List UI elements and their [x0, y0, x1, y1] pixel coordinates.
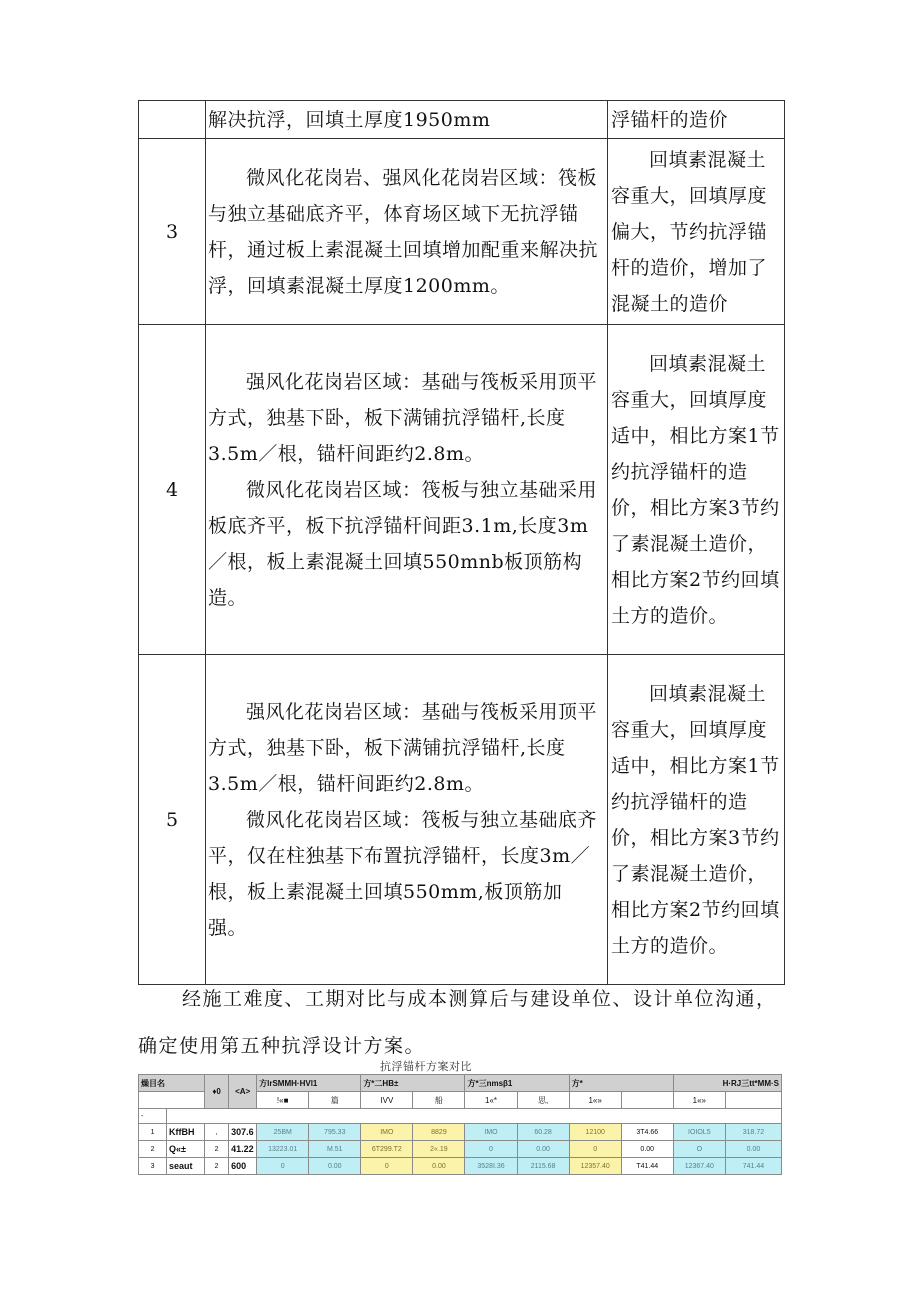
- sheet-row-qty: 307.6: [229, 1124, 257, 1141]
- sheet-cell: 25BM: [257, 1124, 309, 1141]
- sheet-cell: T41.44: [621, 1158, 673, 1175]
- scheme-description-paragraph: 微风化花岗岩区域：筏板与独立基础底齐平，仅在柱独基下布置抗浮锚杆，长度3m／根，板上素混凝土回填550mm,板顶筋加强。: [208, 808, 598, 939]
- sheet-cell: 0.00: [517, 1141, 569, 1158]
- sheet-header-plan-2: 方*二HB±: [361, 1075, 465, 1092]
- scheme-row: [139, 655, 785, 985]
- sheet-subheader-cell: 1«»: [569, 1092, 621, 1109]
- sheet-cell: 2«.19: [413, 1141, 465, 1158]
- sheet-subheader-cell: 船: [413, 1092, 465, 1109]
- sheet-header-unit: ♦0: [205, 1075, 229, 1109]
- scheme-number: 3: [139, 139, 206, 325]
- sheet-row-qty: 600: [229, 1158, 257, 1175]
- scheme-comparison-table: [138, 100, 785, 985]
- sheet-header-row: [139, 1075, 782, 1092]
- scheme-evaluation: [608, 101, 785, 139]
- sheet-row-number: 2: [139, 1141, 167, 1158]
- scheme-row: [139, 325, 785, 655]
- sheet-cell: 795.33: [309, 1124, 361, 1141]
- conclusion-line-2: 确定使用第五种抗浮设计方案。: [138, 1035, 426, 1057]
- sheet-cell: 318.72: [725, 1124, 781, 1141]
- scheme-description: [206, 325, 608, 655]
- sheet-cell: 6T299.T2: [361, 1141, 413, 1158]
- scheme-evaluation: [608, 655, 785, 985]
- sheet-cell: 12367.40: [673, 1158, 725, 1175]
- scheme-row: [139, 101, 785, 139]
- sheet-cell: O: [673, 1141, 725, 1158]
- sheet-cell: 12100: [569, 1124, 621, 1141]
- sheet-cell: 0: [257, 1158, 309, 1175]
- scheme-description: [206, 101, 608, 139]
- sheet-cell: IOIOL5: [673, 1124, 725, 1141]
- scheme-number: [139, 101, 206, 139]
- sheet-row: [139, 1141, 782, 1158]
- sheet-row-unit: 2: [205, 1158, 229, 1175]
- scheme-evaluation: [608, 139, 785, 325]
- sheet-row-qty: 41.22: [229, 1141, 257, 1158]
- sheet-row: [139, 1124, 782, 1141]
- sheet-subheader-cell: 思,: [517, 1092, 569, 1109]
- sheet-cell: 0: [569, 1141, 621, 1158]
- sheet-row: [139, 1158, 782, 1175]
- sheet-subheader-empty: [621, 1092, 673, 1109]
- conclusion-line-1: 经施工难度、工期对比与成本测算后与建设单位、设计单位沟通，: [182, 988, 777, 1010]
- sheet-cell: 3T4.66: [621, 1124, 673, 1141]
- sheet-blank-row: [139, 1109, 782, 1124]
- sheet-header-plan-3: 方*三nmsβ1: [465, 1075, 569, 1092]
- sheet-row-number: 3: [139, 1158, 167, 1175]
- scheme-evaluation: [608, 325, 785, 655]
- sheet-subheader-cell: 1«*: [465, 1092, 517, 1109]
- sheet-row-name: KffBH: [167, 1124, 205, 1141]
- sheet-blank-cell: [167, 1109, 782, 1124]
- scheme-description-paragraph: 强风化花岗岩区域：基础与筏板采用顶平方式，独基下卧，板下满铺抗浮锚杆,长度3.5m／根，锚杆间距约2.8m。: [208, 700, 598, 795]
- sheet-subheader-cell: !«■: [257, 1092, 309, 1109]
- sheet-cell: IMO: [361, 1124, 413, 1141]
- sheet-cell: 0: [465, 1141, 517, 1158]
- sheet-cell: 741.44: [725, 1158, 781, 1175]
- sheet-subheader-cell: 1«»: [673, 1092, 725, 1109]
- sheet-subheader-empty: [725, 1092, 781, 1109]
- scheme-evaluation-paragraph: 回填素混凝土容重大，回填厚度适中，相比方案1节约抗浮锚杆的造价，相比方案3节约了素混凝土造价，相比方案2节约回填土方的造价。: [611, 352, 780, 627]
- sheet-cell: IMO: [465, 1124, 517, 1141]
- sheet-cell: 8829: [413, 1124, 465, 1141]
- sheet-cell: 60.28: [517, 1124, 569, 1141]
- sheet-row-number: 1: [139, 1124, 167, 1141]
- scheme-evaluation-paragraph: 回填素混凝土容重大，回填厚度适中，相比方案1节约抗浮锚杆的造价，相比方案3节约了素混凝土造价，相比方案2节约回填土方的造价。: [611, 682, 780, 957]
- scheme-evaluation-paragraph: 回填素混凝土容重大，回填厚度偏大，节约抗浮锚杆的造价，增加了混凝土的造价: [611, 148, 768, 315]
- sheet-row-unit: ,: [205, 1124, 229, 1141]
- scheme-row: [139, 139, 785, 325]
- scheme-description: [206, 139, 608, 325]
- scheme-description-paragraph: 强风化花岗岩区域：基础与筏板采用顶平方式，独基下卧，板下满铺抗浮锚杆,长度3.5m／根，锚杆间距约2.8m。: [208, 370, 598, 465]
- sheet-cell: 0.00: [725, 1141, 781, 1158]
- sheet-header-plan-4: 方*: [569, 1075, 673, 1092]
- sheet-header-plan-5: H·RJ三tt*MM·S: [673, 1075, 781, 1092]
- cost-comparison-sheet: [138, 1074, 782, 1175]
- scheme-evaluation-paragraph: 浮锚杆的造价: [611, 108, 729, 131]
- sheet-header-plan-1: 方lrSMMH·HVl1: [257, 1075, 361, 1092]
- scheme-description-paragraph: 微风化花岗岩区域：筏板与独立基础采用板底齐平，板下抗浮锚杆间距3.1m,长度3m／根，板上素混凝土回填550mnb板顶筋构造。: [208, 478, 598, 609]
- scheme-description: [206, 655, 608, 985]
- sheet-row-name: seaut: [167, 1158, 205, 1175]
- sheet-subheader-empty: [139, 1092, 205, 1109]
- sheet-header-item: 燥目名: [139, 1075, 205, 1092]
- scheme-number: 5: [139, 655, 206, 985]
- sheet-row-unit: 2: [205, 1141, 229, 1158]
- sheet-subheader-cell: IVV: [361, 1092, 413, 1109]
- scheme-number: 4: [139, 325, 206, 655]
- scheme-table-body: [139, 101, 785, 985]
- scheme-description-paragraph: 解决抗浮，回填土厚度1950mm: [208, 108, 491, 131]
- sheet-title: 抗浮锚杆方案对比: [380, 1060, 472, 1073]
- scheme-description-paragraph: 微风化花岗岩、强风化花岗岩区域：筏板与独立基础底齐平，体育场区域下无抗浮锚杆，通过板上素混凝土回填增加配重来解决抗浮，回填素混凝土厚度1200mm。: [208, 166, 599, 297]
- sheet-row-name: Q«±: [167, 1141, 205, 1158]
- sheet-data-body: [139, 1124, 782, 1175]
- sheet-cell: 3528I.36: [465, 1158, 517, 1175]
- sheet-cell: 0: [361, 1158, 413, 1175]
- sheet-blank-mark: -: [139, 1109, 167, 1124]
- sheet-cell: 0.00: [413, 1158, 465, 1175]
- sheet-header-qty: <A>: [229, 1075, 257, 1109]
- sheet-cell: 0.00: [621, 1141, 673, 1158]
- sheet-cell: 12357.40: [569, 1158, 621, 1175]
- sheet-cell: M.51: [309, 1141, 361, 1158]
- sheet-cell: 2115.68: [517, 1158, 569, 1175]
- sheet-cell: 13223.01: [257, 1141, 309, 1158]
- sheet-subheader-cell: 篇: [309, 1092, 361, 1109]
- sheet-cell: 0.00: [309, 1158, 361, 1175]
